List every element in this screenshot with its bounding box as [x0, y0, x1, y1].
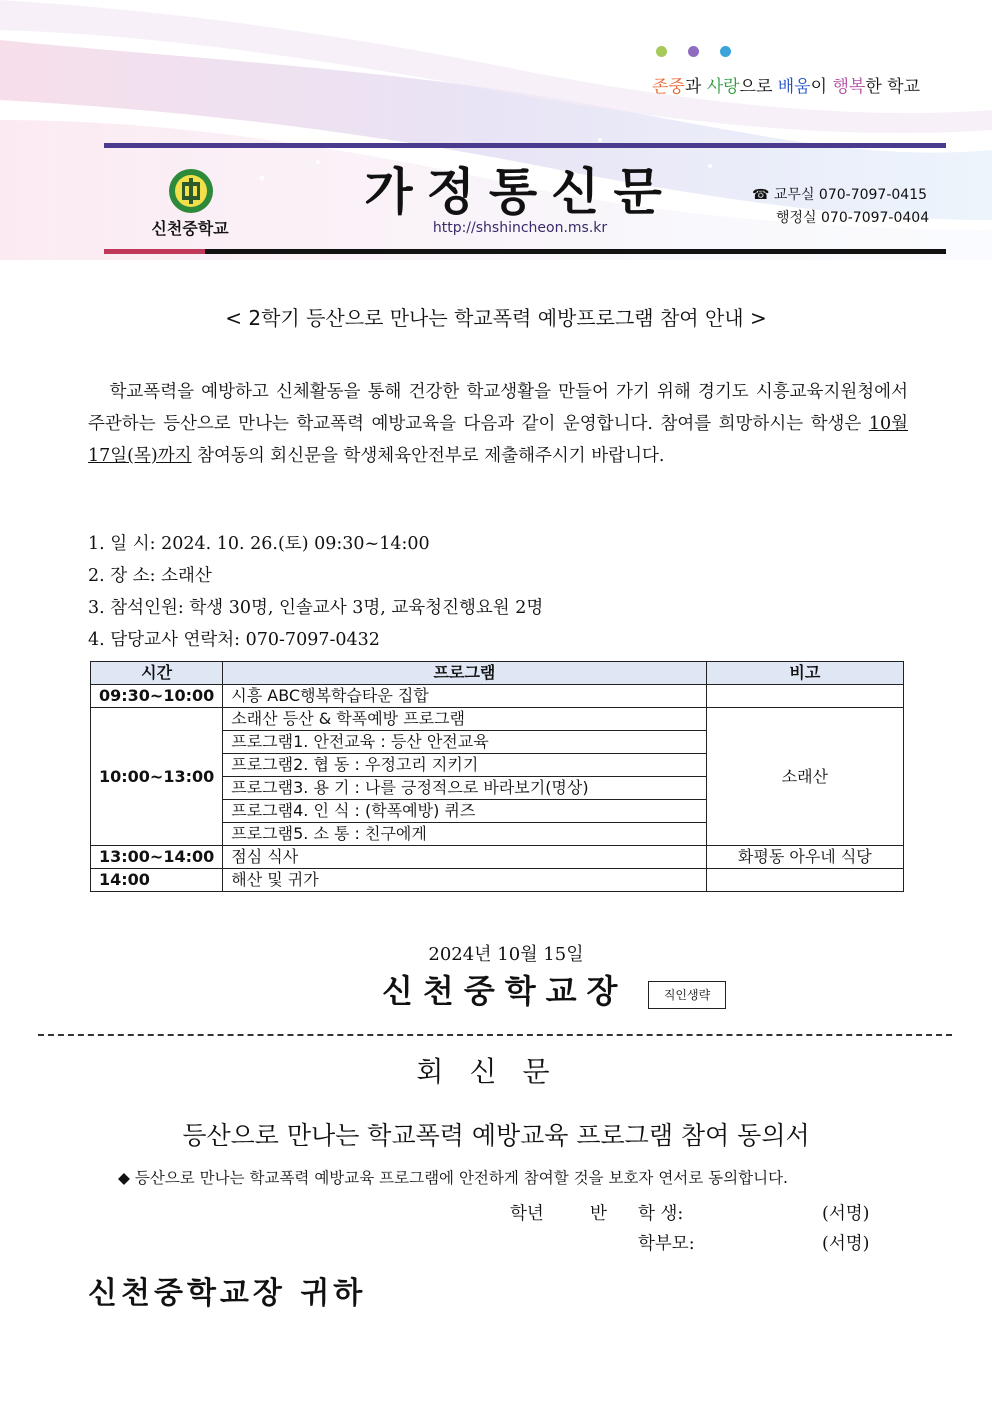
dot-icon — [720, 46, 731, 57]
slogan-segment: 으로 — [739, 77, 778, 97]
slogan-segment: 과 — [684, 77, 707, 97]
cell-note: 소래산 — [706, 708, 903, 846]
table-row — [91, 685, 904, 708]
cell-program: 소래산 등산 & 학폭예방 프로그램 — [223, 708, 706, 731]
school-logo-icon — [168, 168, 214, 214]
schedule-table — [90, 661, 904, 892]
cell-note: 화평동 아우네 식당 — [706, 846, 903, 869]
table-row — [91, 869, 904, 892]
parent-signature-field[interactable]: (서명) — [822, 1234, 870, 1254]
decorative-dots — [652, 40, 742, 70]
cell-program: 프로그램5. 소 통 : 친구에게 — [223, 823, 706, 846]
table-row — [91, 846, 904, 869]
phone-icon: ☎ — [752, 187, 770, 203]
cell-program: 점심 식사 — [223, 846, 706, 869]
principal-title: 신천중학교장 — [382, 972, 628, 1010]
consent-title: 등산으로 만나는 학교폭력 예방교육 프로그램 참여 동의서 — [182, 1121, 810, 1150]
cell-time: 09:30~10:00 — [91, 685, 223, 708]
notice-heading: < 2학기 등산으로 만나는 학교폭력 예방프로그램 참여 안내 > — [225, 306, 767, 330]
class-label: 반 — [590, 1204, 607, 1224]
addressee: 신천중학교장 귀하 — [88, 1276, 367, 1311]
dot-icon — [656, 46, 667, 57]
cell-program: 프로그램4. 인 식 : (학폭예방) 퀴즈 — [223, 800, 706, 823]
info-item-place: 2. 장 소: 소래산 — [88, 566, 212, 586]
phone-admin: 행정실 070-7097-0404 — [776, 210, 930, 226]
cell-program: 해산 및 귀가 — [223, 869, 706, 892]
cell-time: 14:00 — [91, 869, 223, 892]
slogan-segment: 한 학교 — [865, 77, 921, 97]
slogan-segment: 행복 — [832, 77, 866, 97]
slogan-segment: 배움 — [777, 77, 811, 97]
school-slogan — [652, 72, 920, 97]
school-url-link[interactable]: http://shshincheon.ms.kr — [432, 220, 608, 236]
school-name: 신천중학교 — [151, 219, 229, 238]
info-item-attendees: 3. 참석인원: 학생 30명, 인솔교사 3명, 교육청진행요원 2명 — [88, 598, 544, 618]
info-item-datetime: 1. 일 시: 2024. 10. 26.(토) 09:30~14:00 — [88, 534, 430, 554]
slogan-segment: 이 — [810, 77, 833, 97]
page-title: 가정통신문 — [364, 163, 676, 221]
deadline-text: 10월 17일(목)까지 — [88, 414, 908, 466]
student-signature-field[interactable]: (서명) — [822, 1204, 870, 1224]
cell-note — [706, 869, 903, 892]
phone-office: ☎ 교무실 070-7097-0415 — [752, 187, 928, 203]
cell-program: 프로그램3. 용 기 : 나를 긍정적으로 바라보기(명상) — [223, 777, 706, 800]
issue-date: 2024년 10월 15일 — [428, 944, 584, 965]
dot-icon — [688, 46, 699, 57]
notice-paragraph: 학교폭력을 예방하고 신체활동을 통해 건강한 학교생활을 만들어 가기 위해 경기도 시흥교육지원청에서 주관하는 등산으로 만나는 학교폭력 예방교육을 다음과 같이 운영합니다. 참여를 희망하시는 학생은 10월 17일(목)까지 참여동의 회신문을 학생체육안전부로 제출해주시기 바랍니다. — [88, 382, 908, 466]
info-item-contact: 4. 담당교사 연락처: 070-7097-0432 — [88, 630, 380, 650]
header-top-rule — [104, 143, 946, 148]
table-row — [91, 708, 904, 731]
cell-time: 10:00~13:00 — [91, 708, 223, 846]
seal-omitted-box: 직인생략 — [648, 981, 726, 1009]
cell-time: 13:00~14:00 — [91, 846, 223, 869]
table-header-row — [91, 662, 904, 685]
cell-program: 시흥 ABC행복학습타운 집합 — [223, 685, 706, 708]
header-bottom-rule — [104, 249, 946, 254]
reply-title: 회신문 — [416, 1055, 576, 1088]
header-note: 비고 — [706, 662, 903, 685]
cell-note — [706, 685, 903, 708]
consent-statement: ◆ 등산으로 만나는 학교폭력 예방교육 프로그램에 안전하게 참여할 것을 보호자 연서로 동의합니다. — [118, 1169, 788, 1187]
slogan-segment: 존중 — [652, 77, 685, 97]
cell-program: 프로그램1. 안전교육 : 등산 안전교육 — [223, 731, 706, 754]
header-time: 시간 — [91, 662, 223, 685]
cut-line — [38, 1034, 952, 1036]
parent-label: 학부모: — [638, 1234, 695, 1254]
grade-label: 학년 — [510, 1204, 544, 1224]
student-label: 학 생: — [638, 1204, 684, 1224]
header-program: 프로그램 — [223, 662, 706, 685]
slogan-segment: 사랑 — [706, 77, 740, 97]
cell-program: 프로그램2. 협 동 : 우정고리 지키기 — [223, 754, 706, 777]
